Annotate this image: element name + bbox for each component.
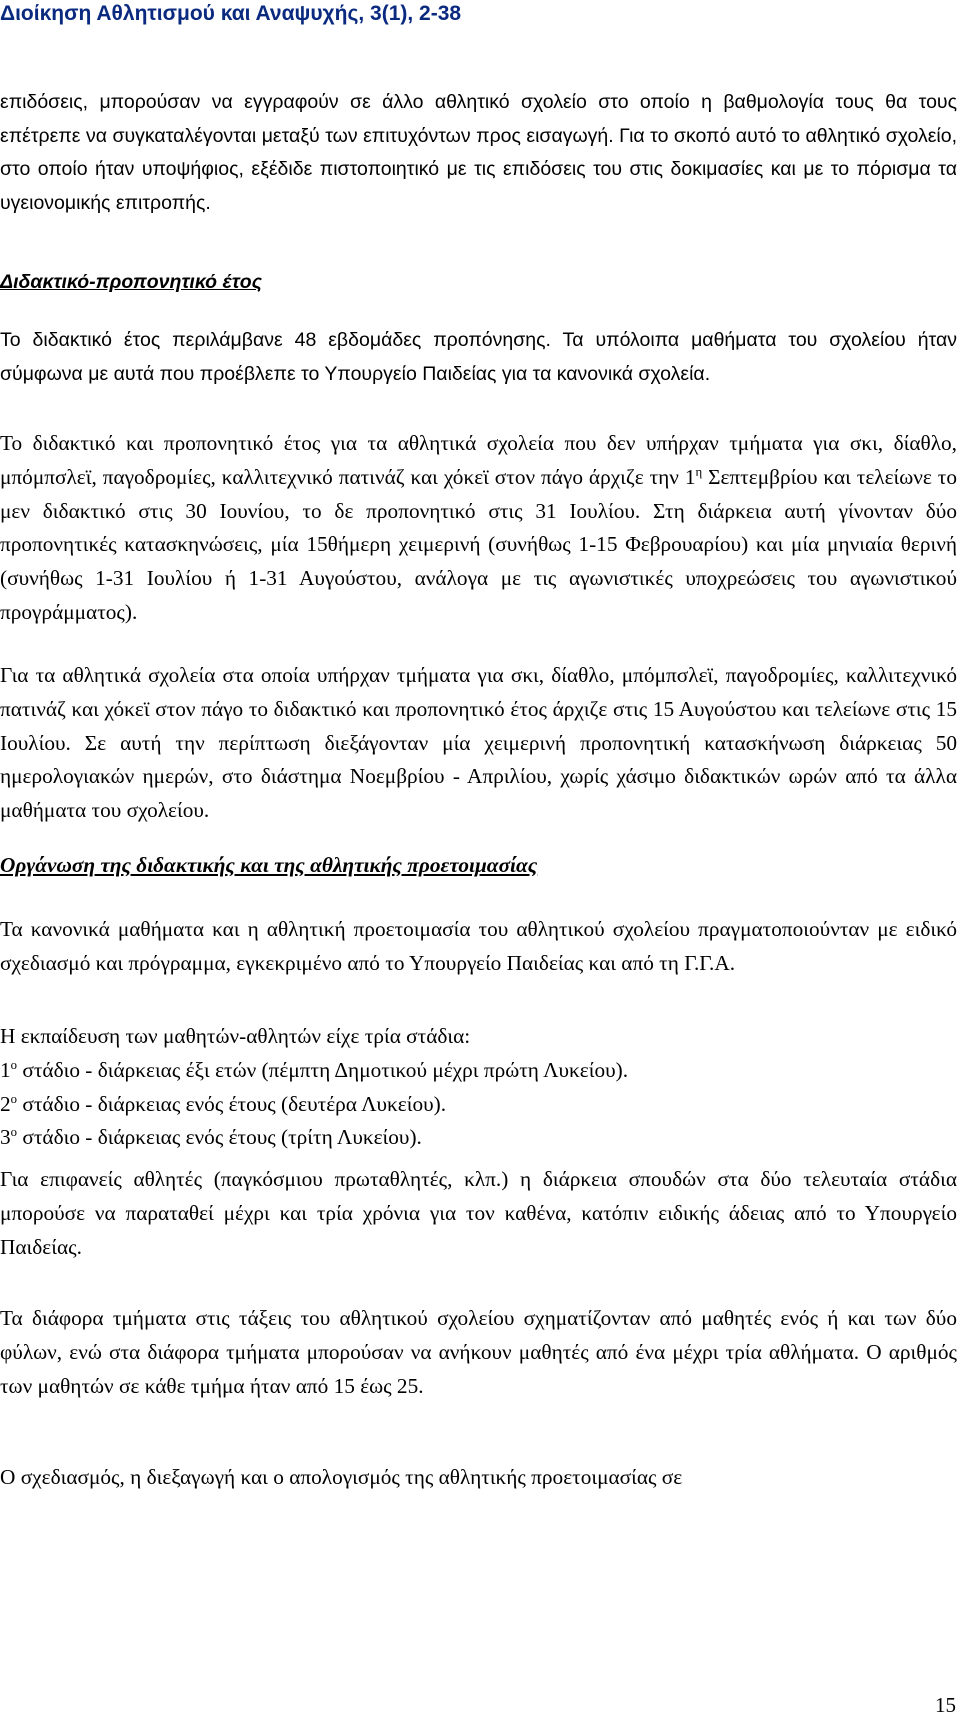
paragraph: Τα κανονικά μαθήματα και η αθλητική προετοιμασία του αθλητικού σχολείου πραγματοποιούνταν με ειδικό σχεδιασμό και πρόγραμμα, εγκεκριμένο από το Υπουργείο Παιδείας και από τη Γ.Γ.Α. <box>0 917 957 975</box>
list-intro: Η εκπαίδευση των μαθητών-αθλητών είχε τρία στάδια: <box>0 1024 471 1048</box>
paragraph: Ο σχεδιασμός, η διεξαγωγή και ο απολογισμός της αθλητικής προετοιμασίας σε <box>0 1465 683 1489</box>
paragraph: Το διδακτικό έτος περιλάμβανε 48 εβδομάδες προπόνησης. Τα υπόλοιπα μαθήματα του σχολείου ήταν σύμφωνα με αυτά που προέβλεπε το Υπουργείο Παιδείας για τα κανονικά σχολεία. <box>0 329 957 385</box>
paragraph: Τα διάφορα τμήματα στις τάξεις του αθλητικού σχολείου σχηματίζονταν από μαθητές ενός ή και των δύο φύλων, ενώ στα διάφορα τμήματα μπορούσαν να ανήκουν μαθητές από ένα μέχρι τρία αθλήματα. Ο αριθμός των μαθητών σε κάθε τμήμα ήταν από 15 έως 25. <box>0 1306 957 1398</box>
paragraph-text: Το διδακτικό και προπονητικό έτος για τα αθλητικά σχολεία που δεν υπήρχαν τμήματα για σκι, δίαθλο, μπόμπσλεϊ, παγοδρομίες, καλλιτεχνικό πατινάζ και χόκεϊ στον πάγο άρχιζε την 1 <box>0 431 957 489</box>
stages-list <box>0 1020 957 1155</box>
list-item: $2^o$ στάδιο - διάρκειας ενός έτους (δευτέρα Λυκείου). <box>0 1091 447 1116</box>
paragraph: Για τα αθλητικά σχολεία στα οποία υπήρχαν τμήματα για σκι, δίαθλο, μπόμπσλεϊ, παγοδρομίες, καλλιτεχνικό πατινάζ και χόκεϊ στον πάγο το διδακτικό και προπονητικό έτος άρχιζε στις 15 Αυγούστου και τελείωνε στις 15 Ιουλίου. Σε αυτή την περίπτωση διεξάγονταν μία χειμερινή προπονητική κατασκήνωση διάρκειας 50 ημερολογιακών ημερών, στο διάστημα Νοεμβρίου - Απριλίου, χωρίς χάσιμο διδακτικών ωρών από τα άλλα μαθήματα του σχολείου. <box>0 663 957 823</box>
paragraph-text: Σεπτεμβρίου και τελείωνε το μεν διδακτικό στις 30 Ιουνίου, το δε προπονητικό στις 31 Ιουλίου. Στη διάρκεια αυτή γίνονταν δύο προπονητικές κατασκηνώσεις, μία 15θήμερη χειμερινή (συνήθως 1-15 Φεβρουαρίου) και μία μηνιαία θερινή (συνήθως 1-31 Ιουλίου ή 1-31 Αυγούστου, ανάλογα με τις αγωνιστικές υποχρεώσεις του αγωνιστικού προγράμματος). <box>0 464 957 624</box>
section-heading: Διδακτικό-προπονητικό έτος <box>0 271 263 293</box>
page-number: 15 <box>935 1693 956 1717</box>
paragraph: Για επιφανείς αθλητές (παγκόσμιου πρωταθλητές, κλπ.) η διάρκεια σπουδών στα δύο τελευταία στάδια μπορούσε να παραταθεί μέχρι και τρία χρόνια για τον καθένα, κατόπιν ειδικής άδειας από το Υπουργείο Παιδείας. <box>0 1167 957 1259</box>
section-heading: Οργάνωση της διδακτικής και της αθλητικής προετοιμασίας <box>0 853 538 877</box>
list-item: $1^o$ στάδιο - διάρκειας έξι ετών (πέμπτη Δημοτικού μέχρι πρώτη Λυκείου). <box>0 1057 629 1082</box>
list-item: $3^o$ στάδιο - διάρκειας ενός έτους (τρίτη Λυκείου). <box>0 1125 422 1150</box>
journal-header: Διοίκηση Αθλητισμού και Αναψυχής, 3(1), 2-38 <box>0 2 462 25</box>
paragraph <box>0 427 957 630</box>
superscript: η <box>695 464 703 479</box>
paragraph: επιδόσεις, μπορούσαν να εγγραφούν σε άλλο αθλητικό σχολείο στο οποίο η βαθμολογία τους θα τους επέτρεπε να συγκαταλέγονται μεταξύ των επιτυχόντων προς εισαγωγή. Για το σκοπό αυτό το αθλητικό σχολείο, στο οποίο ήταν υποψήφιος, εξέδιδε πιστοποιητικό με τις επιδόσεις του στις δοκιμασίες και με το πόρισμα τα υγειονομικής επιτροπής. <box>0 91 957 214</box>
